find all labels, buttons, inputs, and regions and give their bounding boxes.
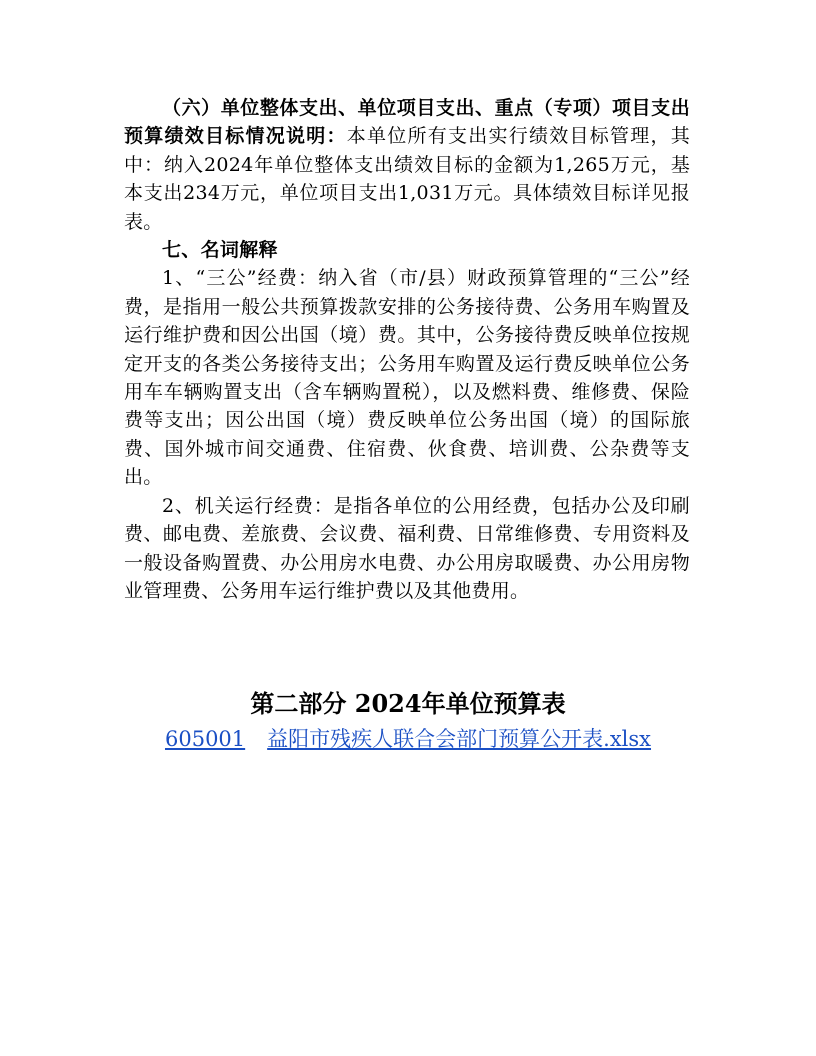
term-item-operating-costs: 2、机关运行经费：是指各单位的公用经费，包括办公及印刷费、邮电费、差旅费、会议费、福利费、日常维修费、专用资料及一般设备购置费、办公用房水电费、办公用房取暖费、办公用房物业管理费、公务用车运行维护费以及其他费用。: [124, 494, 690, 602]
attachment-link[interactable]: [165, 727, 651, 751]
section-6-paragraph: [124, 94, 690, 236]
section-6-body: 本单位所有支出实行绩效目标管理，其中：纳入2024年单位整体支出绩效目标的金额为1,265万元，基本支出234万元，单位项目支出1,031万元。具体绩效目标详见报表。: [124, 125, 690, 233]
document-body: [124, 94, 690, 605]
section-6-title: （六）单位整体支出、单位项目支出、重点（专项）项目支出预算绩效目标情况说明：: [124, 97, 690, 148]
term-item-sangong: 1、“三公”经费：纳入省（市/县）财政预算管理的“三公”经费，是指用一般公共预算拨款安排的公务接待费、公务用车购置及运行维护费和因公出国（境）费。其中，公务接待费反映单位按规定开支的各类公务接待支出；公务用车购置及运行费反映单位公务用车车辆购置支出（含车辆购置税），以及燃料费、维修费、保险费等支出；因公出国（境）费反映单位公务出国（境）的国际旅费、国外城市间交通费、住宿费、伙食费、培训费、公杂费等支出。: [124, 267, 690, 489]
attachment-link-row: [0, 724, 816, 754]
section-7-heading: 七、名词解释: [162, 239, 278, 262]
part-2-title: 第二部分 2024年单位预算表: [250, 689, 566, 718]
attachment-code: 605001: [164, 727, 246, 751]
attachment-filename: 益阳市残疾人联合会部门预算公开表.xlsx: [267, 727, 652, 751]
